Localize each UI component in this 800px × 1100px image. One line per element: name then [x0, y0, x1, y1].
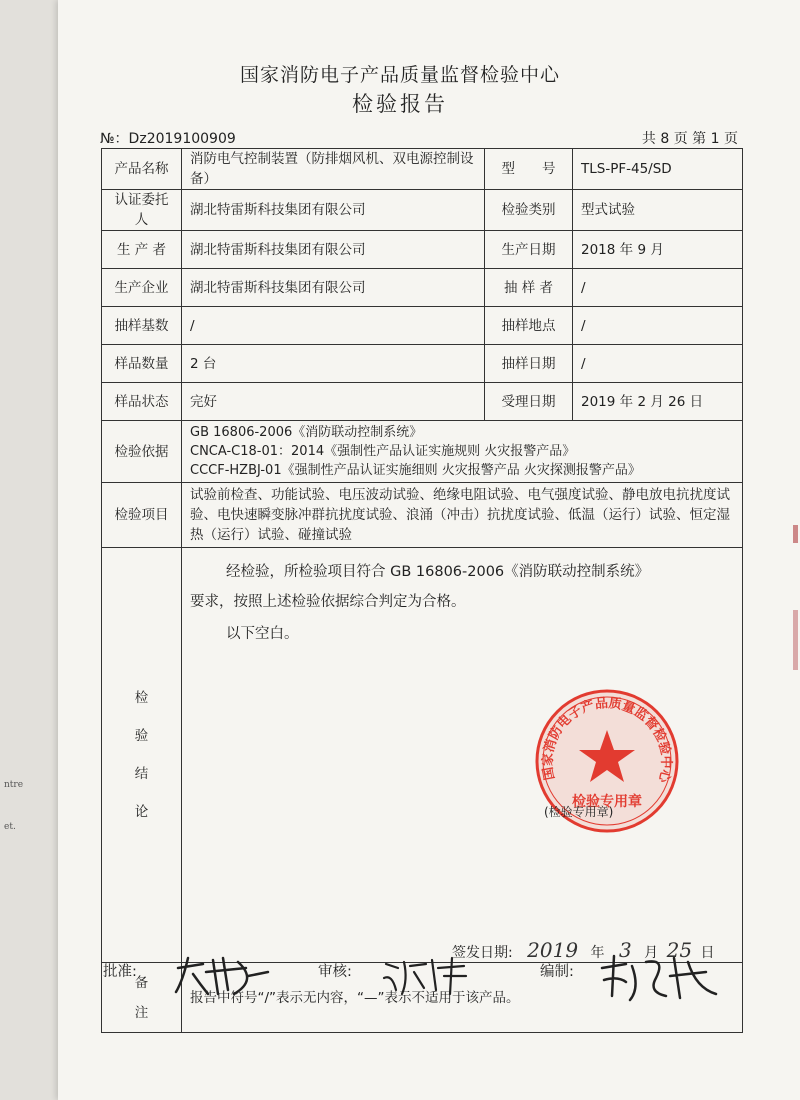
edge-text: et.: [4, 822, 16, 832]
conclusion-para1: 经检验，所检验项目符合 GB 16806-2006《消防联动控制系统》: [226, 564, 650, 580]
label-sample-state: 样品状态: [102, 383, 182, 421]
value-accept-date: 2019 年 2 月 26 日: [573, 383, 743, 421]
value-factory: 湖北特雷斯科技集团有限公司: [182, 269, 485, 307]
label-accept-date: 受理日期: [485, 383, 573, 421]
edge-text: ntre: [4, 780, 24, 790]
label-items: 检验项目: [102, 483, 182, 548]
value-test-type: 型式试验: [573, 190, 743, 231]
label-sample-qty: 样品数量: [102, 345, 182, 383]
org-title: 国家消防电子产品质量监督检验中心: [239, 64, 560, 86]
seal-caption: (检验专用章): [544, 805, 614, 819]
conclusion-char: 结: [134, 766, 149, 782]
value-sample-base: /: [182, 307, 485, 345]
conclusion-char: 验: [134, 728, 149, 744]
compile-label: 编制:: [540, 964, 574, 980]
label-basis: 检验依据: [102, 421, 182, 483]
label-factory: 生产企业: [102, 269, 182, 307]
value-model: TLS-PF-45/SD: [573, 149, 743, 190]
report-table: [101, 148, 743, 1033]
compiler-signature-icon: [596, 948, 726, 1008]
basis-list: [182, 421, 743, 483]
label-producer: 生 产 者: [102, 231, 182, 269]
approve-label: 批准:: [103, 964, 137, 980]
review-label: 审核:: [318, 964, 352, 980]
report-title: 检验报告: [352, 92, 448, 116]
remark-char: 注: [134, 1004, 149, 1021]
value-remark: 报告中符号“/”表示无内容，“—”表示不适用于该产品。: [182, 963, 743, 1033]
seal-bottom-text: 检验专用章: [572, 794, 642, 810]
label-sample-base: 抽样基数: [102, 307, 182, 345]
seal-text: 国家消防电子产品质量监督检验中心: [540, 696, 674, 784]
edge-mark: [793, 610, 798, 670]
value-sampler: /: [573, 269, 743, 307]
label-model: 型 号: [485, 149, 573, 190]
page-info: 共 8 页 第 1 页: [641, 131, 738, 147]
report-number: №：Dz2019100909: [100, 131, 236, 147]
conclusion-para3: 以下空白。: [226, 626, 299, 642]
label-conclusion: [102, 548, 182, 963]
value-producer: 湖北特雷斯科技集团有限公司: [182, 231, 485, 269]
value-sample-place: /: [573, 307, 743, 345]
conclusion-char: 检: [134, 690, 149, 706]
day-unit: 日: [700, 945, 715, 961]
value-product-name: 消防电气控制装置（防排烟风机、双电源控制设备）: [182, 149, 485, 190]
issue-year: 2019: [527, 938, 579, 962]
binding-margin: [0, 0, 58, 1100]
basis-line: CCCF-HZBJ-01《强制性产品认证实施细则 火灾报警产品 火灾探测报警产品》: [190, 463, 641, 478]
label-sample-date: 抽样日期: [485, 345, 573, 383]
conclusion-char: 论: [134, 804, 149, 820]
conclusion-box: [182, 548, 743, 963]
value-sample-qty: 2 台: [182, 345, 485, 383]
label-sample-place: 抽样地点: [485, 307, 573, 345]
basis-line: CNCA-C18-01：2014《强制性产品认证实施规则 火灾报警产品》: [190, 444, 576, 459]
value-sample-state: 完好: [182, 383, 485, 421]
approver-signature-icon: [168, 950, 278, 1000]
reviewer-signature-icon: [378, 950, 478, 1000]
label-prod-date: 生产日期: [485, 231, 573, 269]
value-prod-date: 2018 年 9 月: [573, 231, 743, 269]
label-product-name: 产品名称: [102, 149, 182, 190]
issue-month: 3: [618, 938, 632, 962]
value-sample-date: /: [573, 345, 743, 383]
label-client: 认证委托人: [102, 190, 182, 231]
value-client: 湖北特雷斯科技集团有限公司: [182, 190, 485, 231]
conclusion-para2: 要求，按照上述检验依据综合判定为合格。: [190, 594, 466, 610]
value-items: 试验前检查、功能试验、电压波动试验、绝缘电阻试验、电气强度试验、静电放电抗扰度试验、电快速瞬变脉冲群抗扰度试验、浪涌（冲击）抗扰度试验、低温（运行）试验、恒定湿热（运行）试验、碰撞试验: [182, 483, 743, 548]
issue-day: 25: [666, 938, 693, 962]
remark-char: 备: [134, 974, 149, 991]
issue-date-label: 签发日期:: [452, 945, 513, 961]
year-unit: 年: [590, 945, 605, 961]
label-sampler: 抽 样 者: [485, 269, 573, 307]
month-unit: 月: [644, 945, 659, 961]
label-test-type: 检验类别: [485, 190, 573, 231]
basis-line: GB 16806-2006《消防联动控制系统》: [190, 425, 423, 440]
edge-mark: [793, 525, 798, 543]
